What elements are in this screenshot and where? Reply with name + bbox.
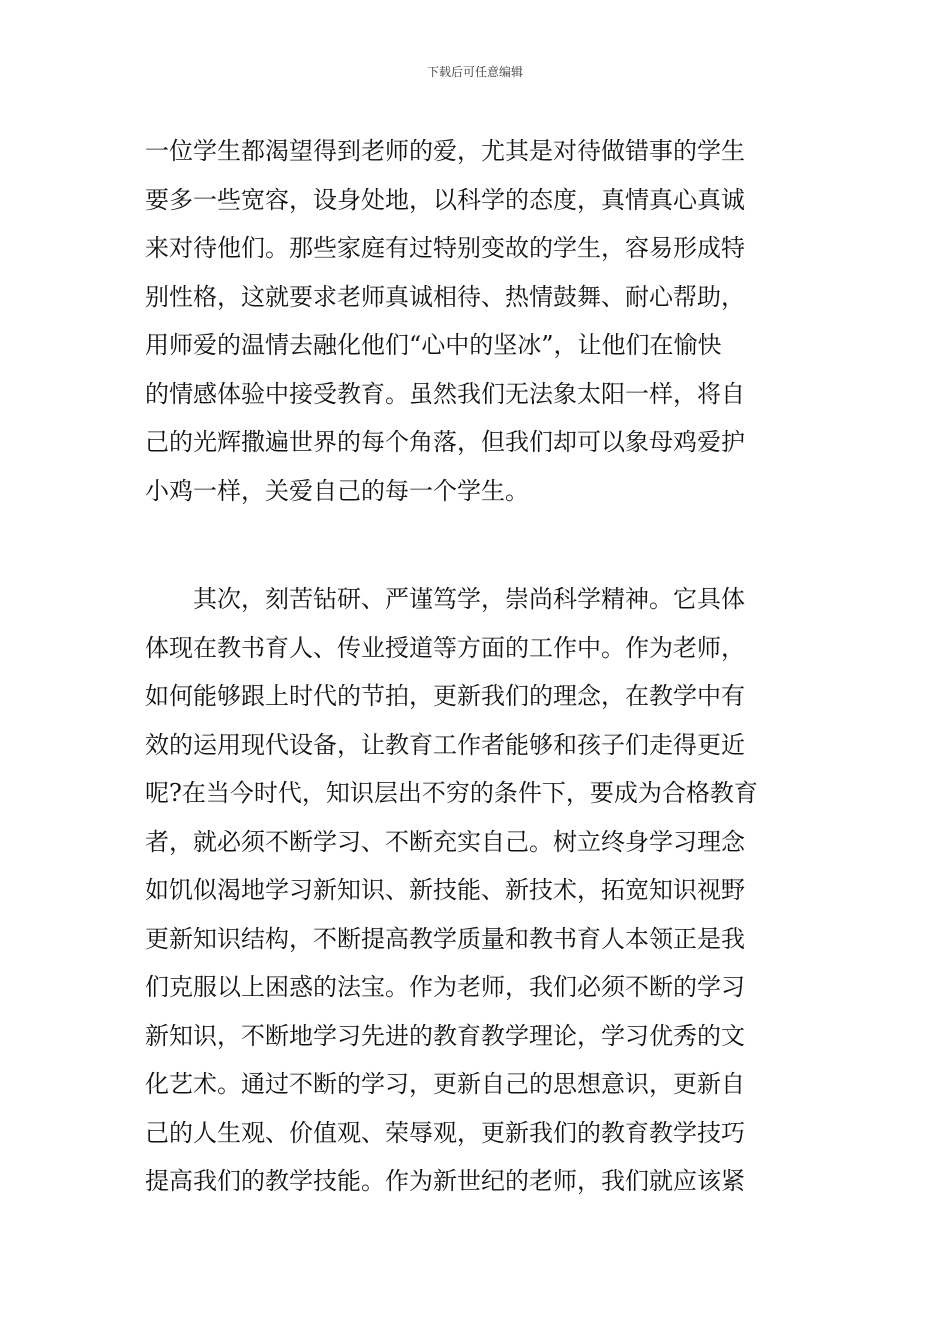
- text-line: 如何能够跟上时代的节拍，更新我们的理念，在教学中有: [145, 682, 745, 710]
- text-line: 更新知识结构，不断提高教学质量和教书育人本领正是我: [145, 924, 745, 953]
- text-line: 其次，刻苦钻研、严谨笃学，崇尚科学精神。它具体: [145, 585, 745, 613]
- text-line: 的情感体验中接受教育。虽然我们无法象太阳一样，将自: [145, 379, 745, 408]
- paragraph-1: [145, 127, 809, 515]
- text-line: 己的光辉撒遍世界的每个角落，但我们却可以象母鸡爱护: [145, 428, 745, 456]
- text-line: 小鸡一样，关爱自己的每一个学生。: [145, 476, 529, 505]
- paragraph-2: [145, 575, 809, 1206]
- text-line: 新知识，不断地学习先进的教育教学理论，学习优秀的文: [145, 1021, 745, 1050]
- text-line: 化艺术。通过不断的学习，更新自己的思想意识，更新自: [145, 1070, 745, 1098]
- text-line: 者，就必须不断学习、不断充实自己。树立终身学习理念: [145, 827, 745, 856]
- text-line: 效的运用现代设备，让教育工作者能够和孩子们走得更近: [145, 730, 745, 759]
- text-line: 用师爱的温情去融化他们“心中的坚冰”，让他们在愉快: [145, 331, 722, 359]
- text-line: 呢?在当今时代，知识层出不穷的条件下，要成为合格教育: [145, 779, 758, 807]
- text-line: 己的人生观、价值观、荣辱观，更新我们的教育教学技巧: [145, 1118, 745, 1147]
- text-line: 要多一些宽容，设身处地，以科学的态度，真情真心真诚: [145, 185, 745, 214]
- text-line: 体现在教书育人、传业授道等方面的工作中。作为老师，: [145, 633, 745, 662]
- text-line: 别性格，这就要求老师真诚相待、热情鼓舞、耐心帮助，: [145, 282, 745, 311]
- text-line: 如饥似渴地学习新知识、新技能、新技术，拓宽知识视野: [145, 876, 745, 904]
- text-line: 们克服以上困惑的法宝。作为老师，我们必须不断的学习: [145, 973, 745, 1001]
- page-header: 下载后可任意编辑: [426, 65, 523, 79]
- text-line: 来对待他们。那些家庭有过特别变故的学生，容易形成特: [145, 234, 745, 262]
- text-line: 提高我们的教学技能。作为新世纪的老师，我们就应该紧: [145, 1167, 745, 1195]
- text-line: 一位学生都渴望得到老师的爱，尤其是对待做错事的学生: [145, 137, 745, 165]
